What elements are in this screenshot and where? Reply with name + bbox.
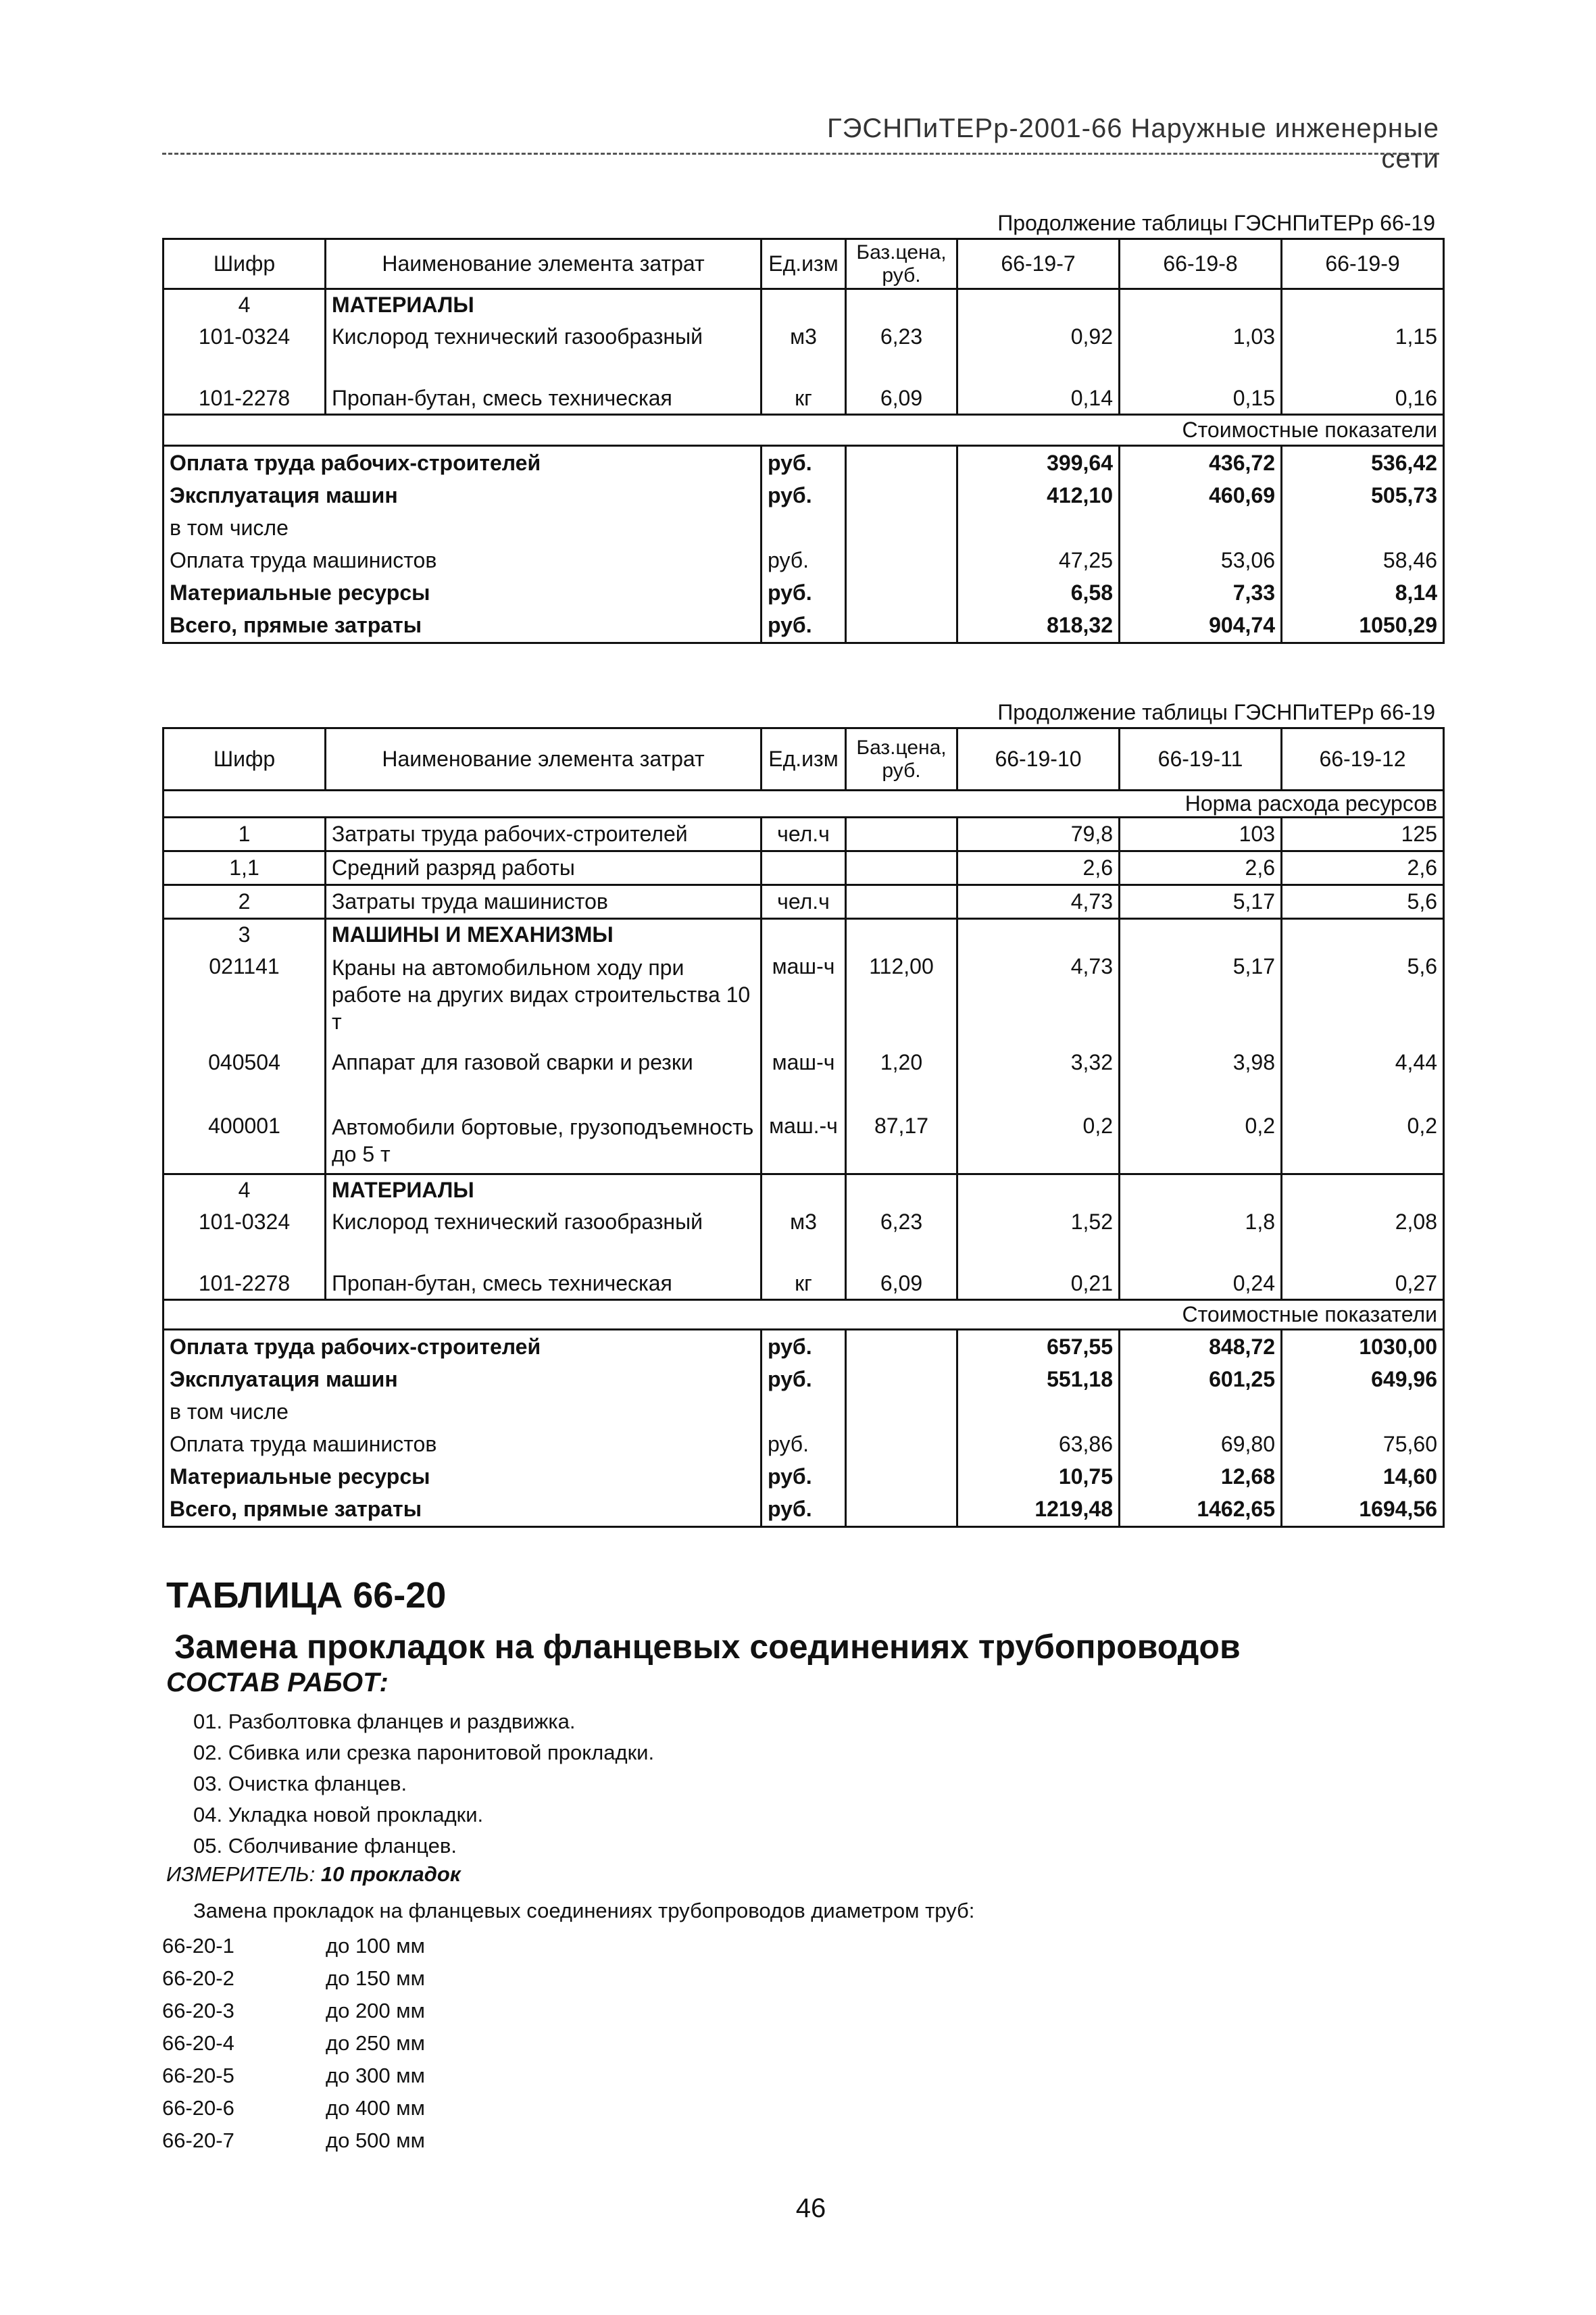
table-cell: 58,46: [1282, 545, 1444, 577]
table-cell: 6,58: [957, 577, 1120, 609]
work-step: 03. Очистка фланцев.: [193, 1772, 407, 1795]
table-cell: 505,73: [1282, 480, 1444, 512]
table-cell: [1282, 289, 1444, 320]
header-col-2: 66-19-8: [1120, 239, 1282, 289]
table-cell: 6,23: [846, 1205, 957, 1269]
table-cell: [846, 545, 957, 577]
table-cell: [846, 609, 957, 643]
table-cell: 5,17: [1120, 885, 1282, 919]
table-cell: 0,21: [957, 1269, 1120, 1300]
table-cell: [762, 1174, 846, 1205]
table-cell: руб.: [762, 480, 846, 512]
table-cell: 4: [164, 1174, 326, 1205]
table-cell: [846, 480, 957, 512]
table-cell: [762, 919, 846, 950]
item-diameter: до 250 мм: [326, 2031, 425, 2055]
table-cell: чел.ч: [762, 885, 846, 919]
table-cell: 0,24: [1120, 1269, 1282, 1300]
page-number: 46: [795, 2193, 826, 2223]
table-cell: 818,32: [957, 609, 1120, 643]
materials-label: МАТЕРИАЛЫ: [326, 289, 762, 320]
item-diameter: до 500 мм: [326, 2129, 425, 2152]
table-cell: [846, 818, 957, 851]
item-diameter: до 100 мм: [326, 1934, 425, 1958]
table-cell: 2,08: [1282, 1205, 1444, 1269]
table-cell: 601,25: [1120, 1364, 1282, 1396]
cost-row: [164, 1428, 1444, 1461]
table-cell: Материальные ресурсы: [164, 1461, 762, 1493]
table-cell: Пропан-бутан, смесь техническая: [326, 384, 762, 415]
table-cell: [957, 1396, 1120, 1428]
table-cell: 3,32: [957, 1046, 1120, 1110]
table-cell: 1,03: [1120, 320, 1282, 384]
machines-section-row: [164, 919, 1444, 950]
table-row: [164, 1110, 1444, 1174]
cost-row: [164, 609, 1444, 643]
table-cell: Оплата труда машинистов: [164, 545, 762, 577]
table-cell: 0,27: [1282, 1269, 1444, 1300]
table-cell: 0,16: [1282, 384, 1444, 415]
table-cell: [1282, 512, 1444, 545]
cost-caption: Стоимостные показатели: [164, 1300, 1444, 1330]
meter-label: ИЗМЕРИТЕЛЬ:: [166, 1862, 316, 1886]
header-col-1: 66-19-7: [957, 239, 1120, 289]
header-col-3: 66-19-12: [1282, 728, 1444, 791]
table-cell: [846, 1364, 957, 1396]
materials-code: 4: [164, 289, 326, 320]
table-cell: [846, 1493, 957, 1527]
table-row: [164, 320, 1444, 384]
table-cell: 103: [1120, 818, 1282, 851]
table-title: ТАБЛИЦА 66-20: [166, 1575, 447, 1616]
table-cell: [846, 289, 957, 320]
table-cell: руб.: [762, 1428, 846, 1461]
item-code: 66-20-4: [162, 2031, 234, 2055]
meter-line: [166, 1862, 461, 1887]
table-cell: в том числе: [164, 1396, 762, 1428]
table-cell: [846, 885, 957, 919]
table-cell: маш.-ч: [762, 1110, 846, 1174]
table-cell: Пропан-бутан, смесь техническая: [326, 1269, 762, 1300]
table-cell: [957, 512, 1120, 545]
table-cell: 125: [1282, 818, 1444, 851]
table-cell: 1,20: [846, 1046, 957, 1110]
table-cell: 0,2: [1120, 1110, 1282, 1174]
table-row: [164, 1205, 1444, 1269]
table-cell: руб.: [762, 545, 846, 577]
item-code: 66-20-1: [162, 1934, 234, 1958]
table-cell: 0,14: [957, 384, 1120, 415]
table-cell: маш-ч: [762, 950, 846, 1046]
table2-header-row: [164, 728, 1444, 791]
table-cell: 400001: [164, 1110, 326, 1174]
table-cell: 4,44: [1282, 1046, 1444, 1110]
table-cell: Оплата труда машинистов: [164, 1428, 762, 1461]
table-cell: Затраты труда машинистов: [326, 885, 762, 919]
table-cell: 1050,29: [1282, 609, 1444, 643]
table-cell: 1,15: [1282, 320, 1444, 384]
table-cell: 1,8: [1120, 1205, 1282, 1269]
table-cell: 53,06: [1120, 545, 1282, 577]
table-cell: м3: [762, 320, 846, 384]
table-cell: [846, 1396, 957, 1428]
table-cell: [762, 512, 846, 545]
item-code: 66-20-5: [162, 2064, 234, 2087]
table-cell: маш-ч: [762, 1046, 846, 1110]
table-cell: 848,72: [1120, 1330, 1282, 1364]
cost-row: [164, 577, 1444, 609]
item-diameter: до 200 мм: [326, 1999, 425, 2022]
table-cell: 399,64: [957, 446, 1120, 480]
table-cell: 1030,00: [1282, 1330, 1444, 1364]
item-code: 66-20-3: [162, 1999, 234, 2022]
header-unit: Ед.изм: [762, 239, 846, 289]
table-cell: 0,2: [957, 1110, 1120, 1174]
table-cell: 1: [164, 818, 326, 851]
table-cell: Эксплуатация машин: [164, 480, 762, 512]
table-cell: [957, 919, 1120, 950]
table-cell: 436,72: [1120, 446, 1282, 480]
table-cell: 551,18: [957, 1364, 1120, 1396]
table-row: [164, 384, 1444, 415]
table-cell: [1282, 1396, 1444, 1428]
table-cell: 6,23: [846, 320, 957, 384]
work-step: 01. Разболтовка фланцев и раздвижка.: [193, 1710, 576, 1733]
table-cell: 87,17: [846, 1110, 957, 1174]
table-cell: [1120, 289, 1282, 320]
composition-heading: СОСТАВ РАБОТ:: [166, 1668, 389, 1697]
running-header: ГЭСНПиТЕРр-2001-66 Наружные инженерные сети: [827, 114, 1439, 174]
table-cell: 460,69: [1120, 480, 1282, 512]
table-cell: 1,52: [957, 1205, 1120, 1269]
cost-caption: Стоимостные показатели: [164, 415, 1444, 446]
intro-line: Замена прокладок на фланцевых соединениях трубопроводов диаметром труб:: [193, 1899, 975, 1922]
table-cell: 4,73: [957, 885, 1120, 919]
work-step: 04. Укладка новой прокладки.: [193, 1803, 484, 1826]
table-cell: 8,14: [1282, 577, 1444, 609]
cost-caption-row: [164, 415, 1444, 446]
table-cell: [846, 1428, 957, 1461]
table-cell: 5,6: [1282, 950, 1444, 1046]
item-diameter: до 300 мм: [326, 2064, 425, 2087]
table-row: [164, 818, 1444, 851]
table-cell: [762, 851, 846, 885]
table-cell: 14,60: [1282, 1461, 1444, 1493]
table-cell: 12,68: [1120, 1461, 1282, 1493]
table-cell: 6,09: [846, 384, 957, 415]
cost-row: [164, 480, 1444, 512]
table-cell: руб.: [762, 1493, 846, 1527]
table-cell: 7,33: [1120, 577, 1282, 609]
table-cell: [1282, 919, 1444, 950]
table1: [162, 238, 1445, 644]
table-cell: [846, 1174, 957, 1205]
table-cell: [846, 1330, 957, 1364]
table-cell: Всего, прямые затраты: [164, 609, 762, 643]
table-cell: 10,75: [957, 1461, 1120, 1493]
table-cell: 101-0324: [164, 320, 326, 384]
table-cell: кг: [762, 1269, 846, 1300]
table-cell: [1282, 1174, 1444, 1205]
header-name: Наименование элемента затрат: [326, 728, 762, 791]
table-cell: 101-2278: [164, 1269, 326, 1300]
meter-value: 10 прокладок: [320, 1862, 461, 1886]
table-cell: 0,2: [1282, 1110, 1444, 1174]
item-code: 66-20-6: [162, 2096, 234, 2120]
table-row: [164, 950, 1444, 1046]
table-cell: 0,15: [1120, 384, 1282, 415]
table-cell: 0,92: [957, 320, 1120, 384]
table-cell: 5,17: [1120, 950, 1282, 1046]
table-cell: 63,86: [957, 1428, 1120, 1461]
table-cell: Автомобили бортовые, грузоподъемность до 5 т: [326, 1110, 762, 1174]
table-cell: руб.: [762, 446, 846, 480]
table-cell: 75,60: [1282, 1428, 1444, 1461]
work-step: 05. Сболчивание фланцев.: [193, 1834, 457, 1858]
table-cell: Эксплуатация машин: [164, 1364, 762, 1396]
table-cell: 2,6: [1120, 851, 1282, 885]
table-cell: 040504: [164, 1046, 326, 1110]
cost-row: [164, 446, 1444, 480]
table-cell: 5,6: [1282, 885, 1444, 919]
norm-caption: Норма расхода ресурсов: [164, 791, 1444, 818]
header-base-price: Баз.цена, руб.: [846, 239, 957, 289]
table-cell: [762, 289, 846, 320]
header-col-2: 66-19-11: [1120, 728, 1282, 791]
table-cell: Кислород технический газообразный: [326, 1205, 762, 1269]
table-cell: МАШИНЫ И МЕХАНИЗМЫ: [326, 919, 762, 950]
table-cell: руб.: [762, 1364, 846, 1396]
table-cell: 536,42: [1282, 446, 1444, 480]
header-cipher: Шифр: [164, 728, 326, 791]
table-cell: чел.ч: [762, 818, 846, 851]
table-cell: [762, 1396, 846, 1428]
table-cell: Затраты труда рабочих-строителей: [326, 818, 762, 851]
cost-row: [164, 1396, 1444, 1428]
table-cell: [846, 1461, 957, 1493]
table-cell: [846, 577, 957, 609]
table-cell: Оплата труда рабочих-строителей: [164, 446, 762, 480]
item-code: 66-20-7: [162, 2129, 234, 2152]
table-cell: [846, 512, 957, 545]
work-step: 02. Сбивка или срезка паронитовой прокладки.: [193, 1741, 655, 1764]
section-title: Замена прокладок на фланцевых соединениях трубопроводов: [174, 1628, 1241, 1666]
table2-continuation-note: Продолжение таблицы ГЭСНПиТЕРр 66-19: [997, 700, 1435, 724]
table-cell: 2,6: [1282, 851, 1444, 885]
table-row: [164, 885, 1444, 919]
table-cell: руб.: [762, 577, 846, 609]
table-cell: в том числе: [164, 512, 762, 545]
norm-caption-row: [164, 791, 1444, 818]
table-cell: Краны на автомобильном ходу при работе на других видах строительства 10 т: [326, 950, 762, 1046]
table-row: [164, 851, 1444, 885]
table-cell: Материальные ресурсы: [164, 577, 762, 609]
item-diameter: до 150 мм: [326, 1966, 425, 1990]
table-cell: 1694,56: [1282, 1493, 1444, 1527]
header-base-price: Баз.цена, руб.: [846, 728, 957, 791]
table-cell: Средний разряд работы: [326, 851, 762, 885]
header-unit: Ед.изм: [762, 728, 846, 791]
table-cell: 2,6: [957, 851, 1120, 885]
table-cell: руб.: [762, 1330, 846, 1364]
table-cell: 6,09: [846, 1269, 957, 1300]
table-cell: [1120, 512, 1282, 545]
table-cell: м3: [762, 1205, 846, 1269]
table-cell: 021141: [164, 950, 326, 1046]
table-cell: 3: [164, 919, 326, 950]
item-code: 66-20-2: [162, 1966, 234, 1990]
table-row: [164, 1046, 1444, 1110]
header-rule: [162, 153, 1439, 155]
header-cipher: Шифр: [164, 239, 326, 289]
table-cell: 1462,65: [1120, 1493, 1282, 1527]
table-cell: 2: [164, 885, 326, 919]
cost-row: [164, 1330, 1444, 1364]
table1-continuation-note: Продолжение таблицы ГЭСНПиТЕРр 66-19: [997, 211, 1435, 235]
table-cell: 101-0324: [164, 1205, 326, 1269]
cost-row: [164, 1493, 1444, 1527]
table-cell: 412,10: [957, 480, 1120, 512]
table-cell: 1,1: [164, 851, 326, 885]
table-row: [164, 1269, 1444, 1300]
table-cell: 649,96: [1282, 1364, 1444, 1396]
table-cell: кг: [762, 384, 846, 415]
table-cell: 904,74: [1120, 609, 1282, 643]
table-cell: 69,80: [1120, 1428, 1282, 1461]
table2: [162, 727, 1445, 1528]
table-cell: [957, 1174, 1120, 1205]
table-cell: 101-2278: [164, 384, 326, 415]
materials-section-row: [164, 1174, 1444, 1205]
cost-row: [164, 1461, 1444, 1493]
table-cell: 1219,48: [957, 1493, 1120, 1527]
table-cell: 4,73: [957, 950, 1120, 1046]
table-cell: [846, 446, 957, 480]
header-col-1: 66-19-10: [957, 728, 1120, 791]
table-cell: [957, 289, 1120, 320]
table-cell: 657,55: [957, 1330, 1120, 1364]
table-cell: [846, 919, 957, 950]
table-cell: [1120, 1396, 1282, 1428]
table-cell: Кислород технический газообразный: [326, 320, 762, 384]
table-cell: МАТЕРИАЛЫ: [326, 1174, 762, 1205]
table-cell: руб.: [762, 1461, 846, 1493]
table-cell: [1120, 1174, 1282, 1205]
table1-header-row: [164, 239, 1444, 289]
table-cell: 79,8: [957, 818, 1120, 851]
cost-row: [164, 545, 1444, 577]
table-cell: Оплата труда рабочих-строителей: [164, 1330, 762, 1364]
header-col-3: 66-19-9: [1282, 239, 1444, 289]
item-diameter: до 400 мм: [326, 2096, 425, 2120]
table-cell: 47,25: [957, 545, 1120, 577]
table-cell: 112,00: [846, 950, 957, 1046]
table1-materials-row: [164, 289, 1444, 320]
header-name: Наименование элемента затрат: [326, 239, 762, 289]
table-cell: Аппарат для газовой сварки и резки: [326, 1046, 762, 1110]
cost-row: [164, 1364, 1444, 1396]
table-cell: [1120, 919, 1282, 950]
cost-caption-row: [164, 1300, 1444, 1330]
table-cell: Всего, прямые затраты: [164, 1493, 762, 1527]
table-cell: руб.: [762, 609, 846, 643]
table-cell: [846, 851, 957, 885]
table-cell: 3,98: [1120, 1046, 1282, 1110]
cost-row: [164, 512, 1444, 545]
